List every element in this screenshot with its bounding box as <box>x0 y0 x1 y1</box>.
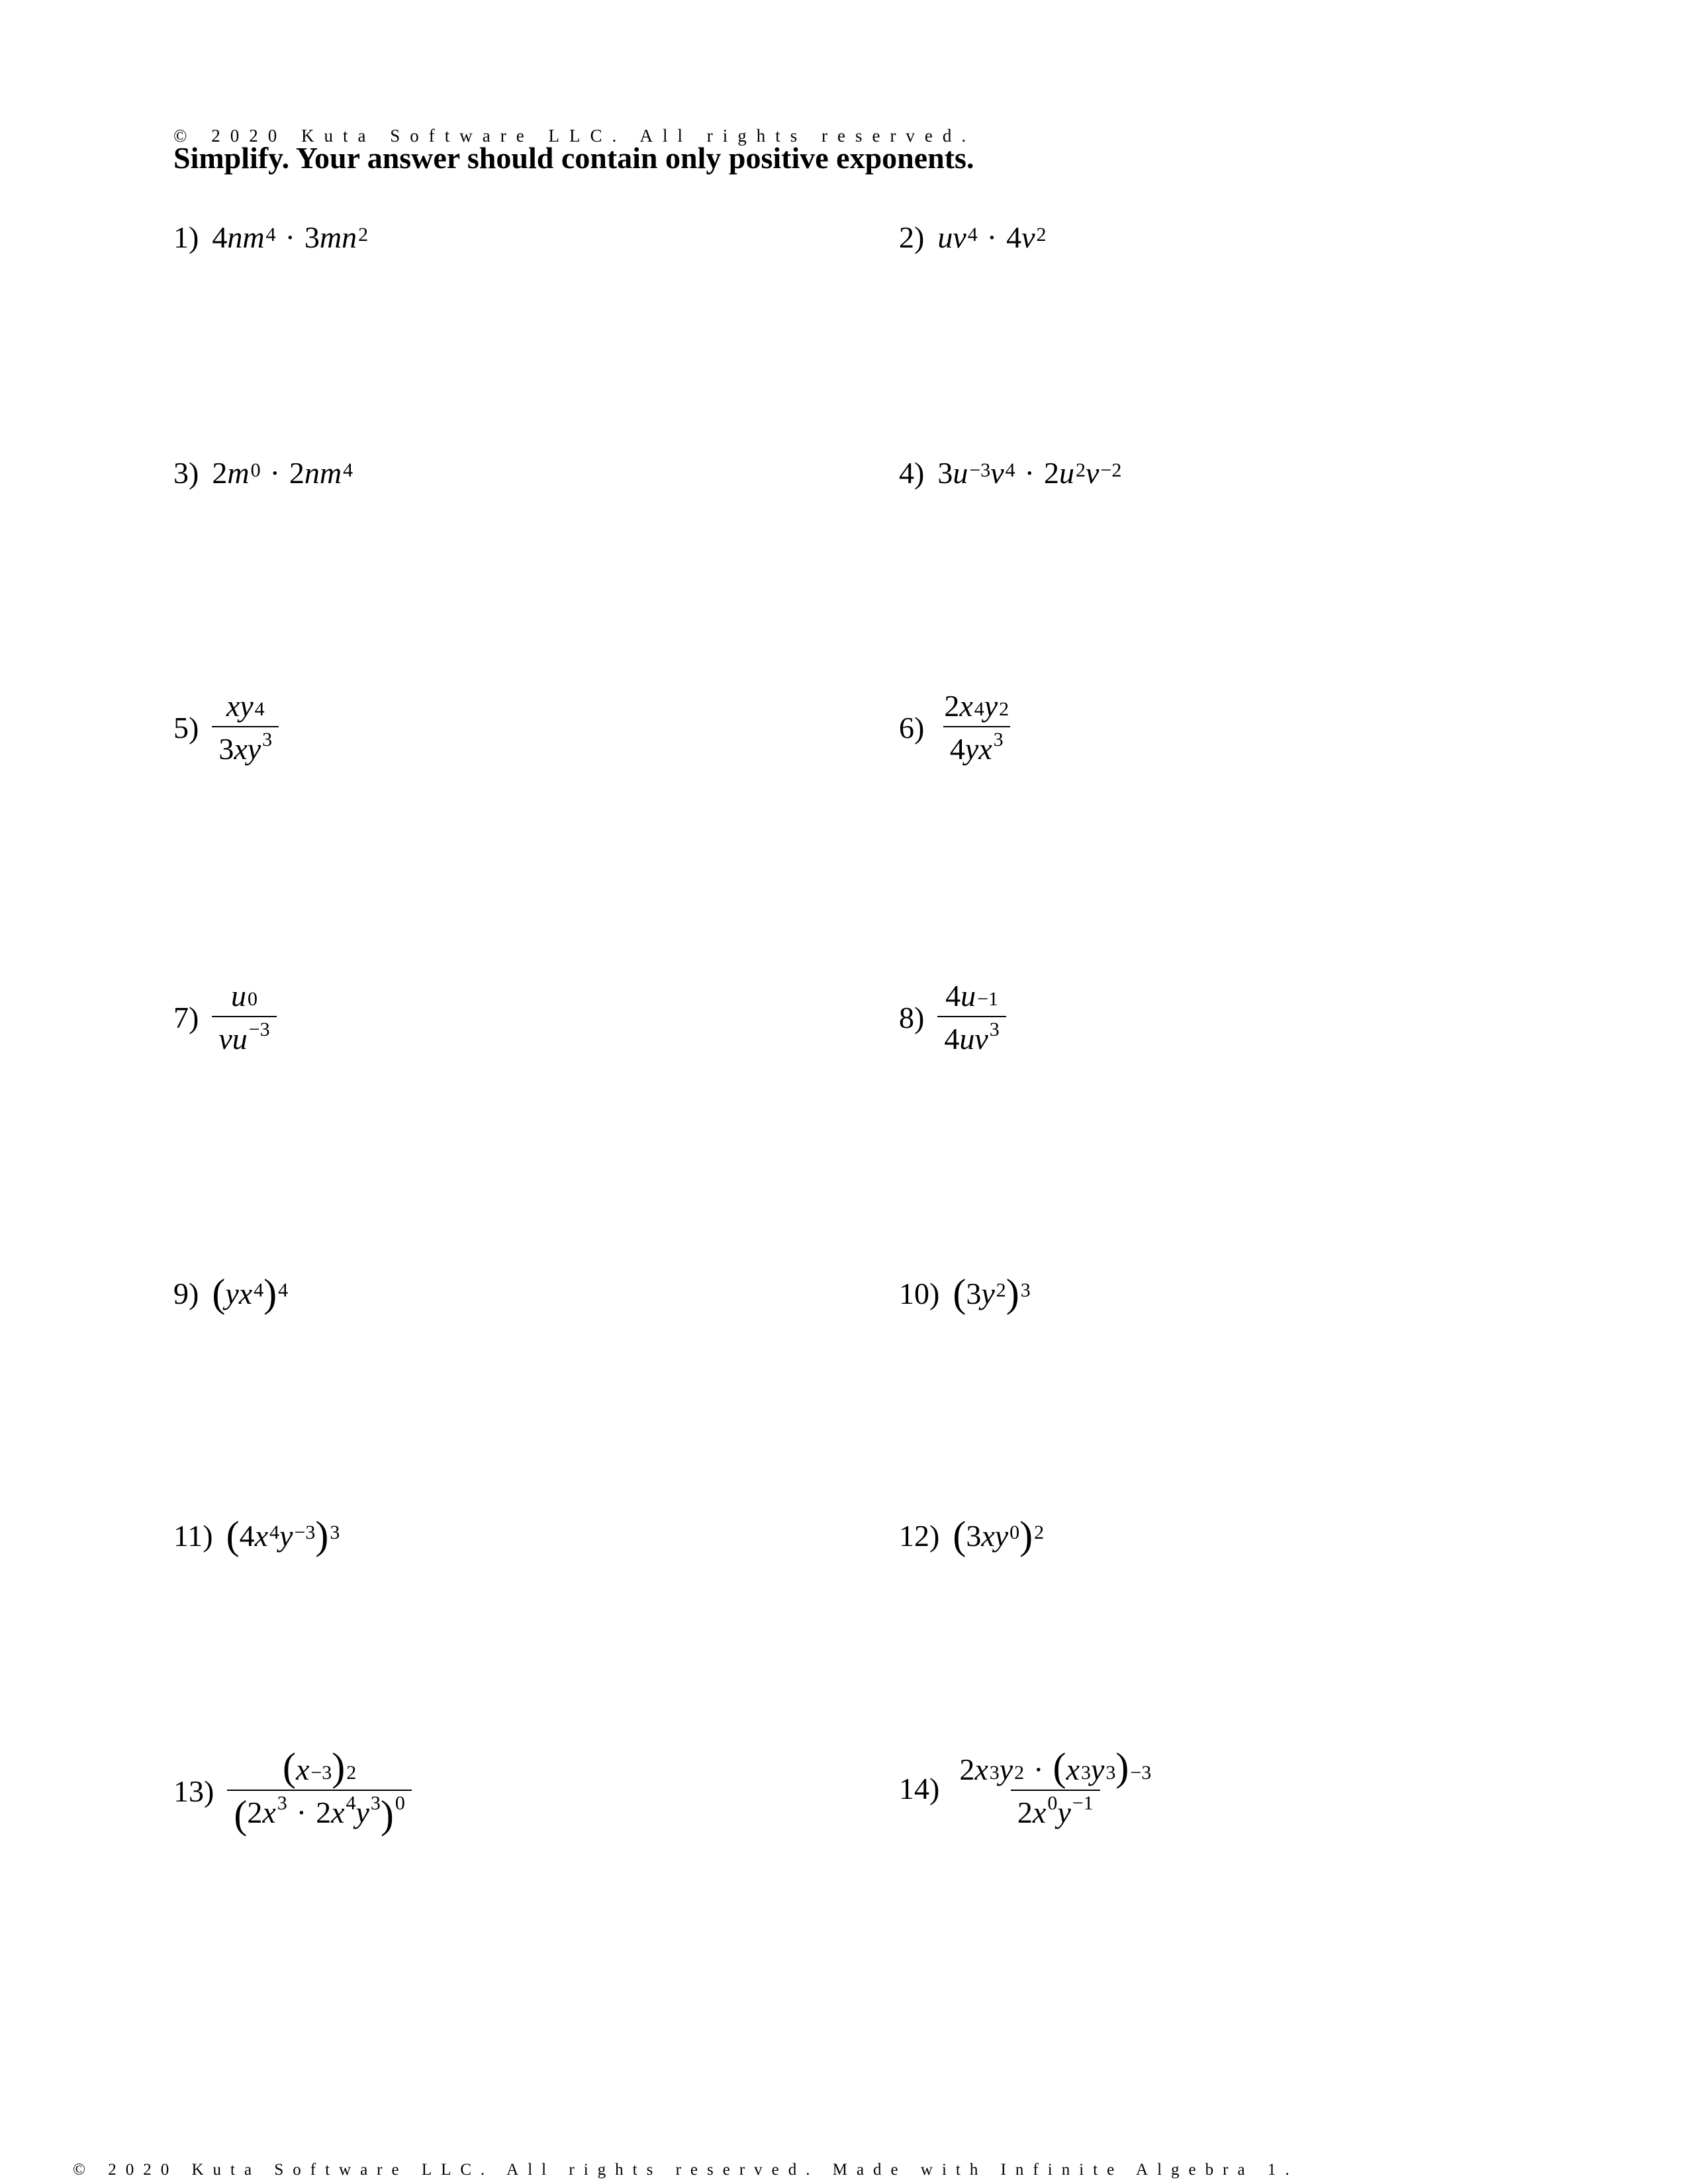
problem-number: 14) <box>899 1772 940 1805</box>
problem-number: 13) <box>173 1774 214 1808</box>
problem-expression: ( 3 y $^2$ ) $^3$ <box>953 1271 1031 1315</box>
problem-14 <box>899 1747 1158 1830</box>
problem-expression: 4 nm $^4$ · 3 mn $^2$ <box>212 220 369 254</box>
problem-expression: ( yx $^4$ ) $^4$ <box>212 1271 289 1315</box>
problem-expression: 2 m $^0$ · 2 nm $^4$ <box>212 456 353 490</box>
problem-number: 5) <box>173 710 199 745</box>
instructions: Simplify. Your answer should contain only positive exponents. <box>173 141 974 175</box>
footer-copyright: © 2020 Kuta Software LLC. All rights reserved. Made with Infinite Algebra 1. <box>73 2161 1299 2179</box>
problem-fraction: u $^0$ vu $^{-3}$ <box>212 978 276 1056</box>
problem-5 <box>173 688 279 766</box>
problem-expression: ( 3 xy $^0$ ) $^2$ <box>953 1514 1045 1557</box>
problem-number: 12) <box>899 1518 940 1553</box>
problem-9 <box>173 1273 288 1313</box>
problem-2 <box>899 220 1047 255</box>
problem-8 <box>899 978 1006 1056</box>
problem-fraction: xy $^4$ 3 xy $^3$ <box>212 688 279 766</box>
problem-1 <box>173 220 368 255</box>
problem-number: 4) <box>899 456 925 490</box>
problem-expression: 3 u $^{-3}$ v $^4$ · 2 u $^2$ v $^{-2}$ <box>937 456 1122 490</box>
problem-fraction: ( x $^{-3}$ ) $^2$ ( 2 x $^3$ · 2 x $^4$ y $^3$ ) $^0$ <box>227 1747 412 1835</box>
problem-fraction: 2 x $^4$ y $^2$ 4 yx $^3$ <box>944 689 1009 766</box>
problem-3 <box>173 455 353 490</box>
problem-10 <box>899 1273 1031 1313</box>
problem-13 <box>173 1747 412 1835</box>
problem-number: 10) <box>899 1276 940 1310</box>
problem-number: 8) <box>899 1000 925 1034</box>
problem-number: 2) <box>899 220 925 254</box>
problem-expression: ( 4 x $^4$ y $^{-3}$ ) $^3$ <box>226 1514 340 1557</box>
problem-fraction: 2 x $^3$ y $^2$ · ( x $^3$ y $^3$ ) $^{-3}$ 2 x $^0$ y $^{-1}$ <box>959 1745 1152 1829</box>
problem-number: 7) <box>173 1000 199 1034</box>
problem-12 <box>899 1516 1044 1555</box>
problem-number: 3) <box>173 456 199 490</box>
problem-number: 9) <box>173 1276 199 1310</box>
problem-number: 6) <box>899 710 925 745</box>
problem-number: 1) <box>173 220 199 254</box>
problem-11 <box>173 1516 340 1555</box>
problem-7 <box>173 978 277 1056</box>
problem-number: 11) <box>173 1518 213 1553</box>
problem-6 <box>899 688 1015 766</box>
problem-expression: uv $^4$ · 4 v $^2$ <box>937 220 1047 254</box>
problem-4 <box>899 455 1121 490</box>
problem-fraction: 4 u $^{-1}$ 4 uv $^3$ <box>937 978 1006 1056</box>
copyright-header: © 2020 Kuta Software LLC. All rights reserved. <box>173 126 976 146</box>
